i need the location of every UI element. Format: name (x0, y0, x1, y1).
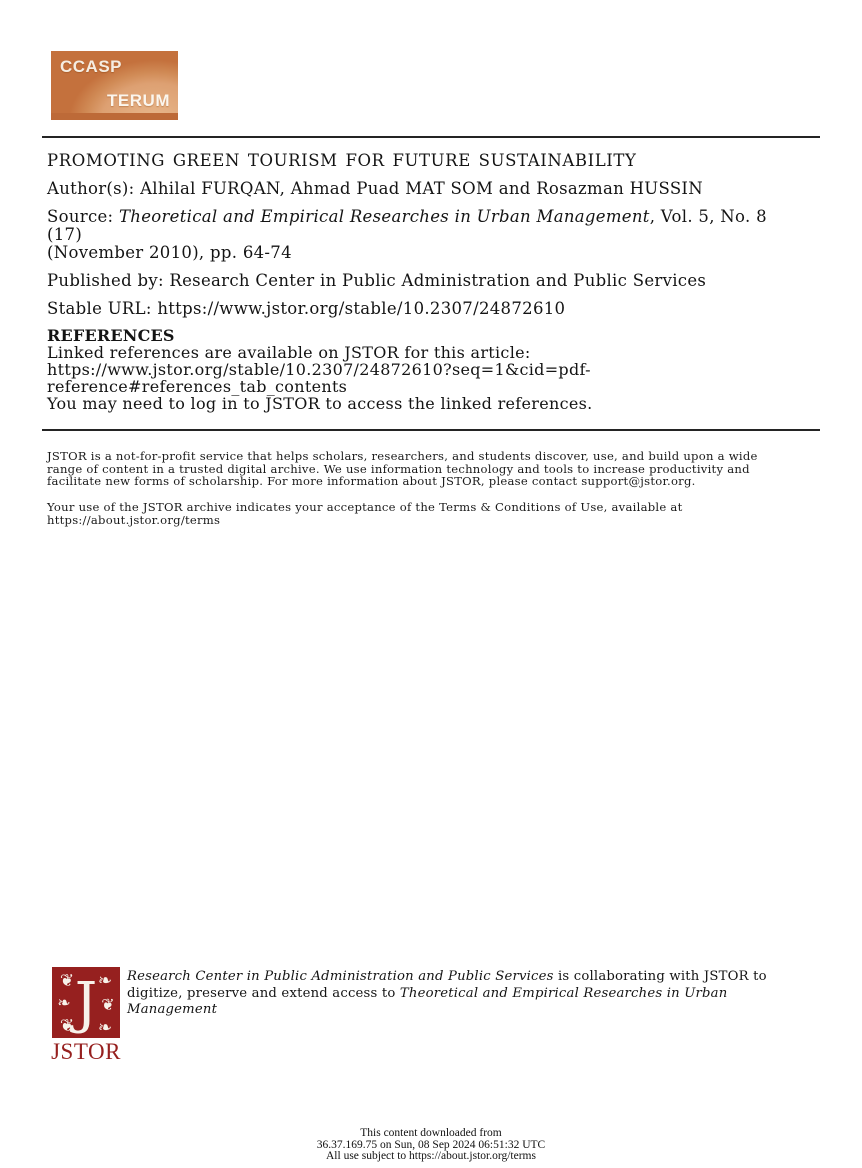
article-stable-url (47, 300, 807, 318)
footer-line-3: All use subject to https://about.jstor.org/terms (326, 1150, 536, 1163)
collaboration-line-1 (127, 969, 807, 986)
jstor-logo-icon (52, 967, 120, 1038)
middle-divider (42, 429, 820, 431)
jstor-logo-svg (52, 967, 120, 1038)
collaboration-publisher: Research Center in Public Administration and Public Services (127, 969, 554, 984)
top-divider (42, 136, 820, 138)
svg-text:❧: ❧ (97, 1018, 113, 1038)
footer-line-2: 36.37.169.75 on Sun, 08 Sep 2024 06:51:32 UTC (316, 1138, 546, 1151)
collaboration-note (127, 969, 807, 1019)
ccasp-terum-logo (51, 51, 178, 120)
svg-text:❦: ❦ (59, 1016, 75, 1036)
disclaimer-line: JSTOR is a not-for-profit service that helps scholars, researchers, and students discover, use, and build upon a wide (47, 449, 758, 463)
references-block (47, 327, 807, 412)
article-source (47, 208, 807, 262)
references-note: You may need to log in to JSTOR to access the linked references. (47, 394, 593, 413)
svg-text:❧: ❧ (97, 971, 113, 991)
svg-text:❦: ❦ (101, 995, 115, 1014)
jstor-disclaimer-paragraph (47, 450, 827, 488)
references-intro: Linked references are available on JSTOR for this article: (47, 343, 531, 362)
references-heading: REFERENCES (47, 326, 175, 345)
disclaimer-line: facilitate new forms of scholarship. For more information about JSTOR, please contact support@jstor.org. (47, 474, 696, 489)
jstor-wordmark: JSTOR (51, 1039, 121, 1064)
references-url-line-2[interactable]: reference#references_tab_contents (47, 377, 348, 396)
svg-text:❧: ❧ (57, 993, 71, 1012)
stable-url-label: Stable URL: (47, 299, 158, 318)
terms-url[interactable]: https://about.jstor.org/terms (47, 512, 221, 527)
article-meta-block (47, 152, 807, 328)
jstor-logo-j-glyph: J (74, 971, 98, 1036)
terms-line: Your use of the JSTOR archive indicates your acceptance of the Terms & Conditions of Use, available at (47, 500, 683, 514)
collaboration-line-2 (127, 986, 807, 1019)
source-line-1 (47, 208, 807, 244)
article-authors: Author(s): Alhilal FURQAN, Ahmad Puad MAT SOM and Rosazman HUSSIN (47, 179, 703, 198)
source-detail: , Vol. 5, No. 8 (17) (47, 207, 767, 244)
collaboration-mid-2: digitize, preserve and extend access to (127, 985, 400, 1001)
source-line-2: (November 2010), pp. 64-74 (47, 243, 292, 262)
ccasp-logo-text-bottom: TERUM (107, 91, 170, 110)
terms-paragraph (47, 501, 827, 526)
download-footer (0, 1128, 862, 1163)
collaboration-journal: Theoretical and Empirical Researches in Urban Management (127, 985, 728, 1017)
disclaimer-line: range of content in a trusted digital archive. We use information technology and tools to increase productivity and (47, 461, 750, 476)
svg-text:❦: ❦ (59, 971, 75, 991)
source-journal-name: Theoretical and Empirical Researches in Urban Management (118, 207, 650, 226)
references-url-line-1[interactable]: https://www.jstor.org/stable/10.2307/24872610?seq=1&cid=pdf- (47, 360, 591, 379)
collaboration-mid-1: is collaborating with JSTOR to (553, 969, 767, 984)
stable-url-link[interactable]: https://www.jstor.org/stable/10.2307/24872610 (157, 299, 566, 318)
footer-line-1: This content downloaded from (360, 1127, 502, 1139)
article-publisher: Published by: Research Center in Public Administration and Public Services (47, 271, 707, 290)
source-label: Source: (47, 207, 119, 226)
article-title: PROMOTING GREEN TOURISM FOR FUTURE SUSTAINABILITY (47, 151, 637, 170)
ccasp-logo-text-top: CCASP (60, 57, 123, 76)
